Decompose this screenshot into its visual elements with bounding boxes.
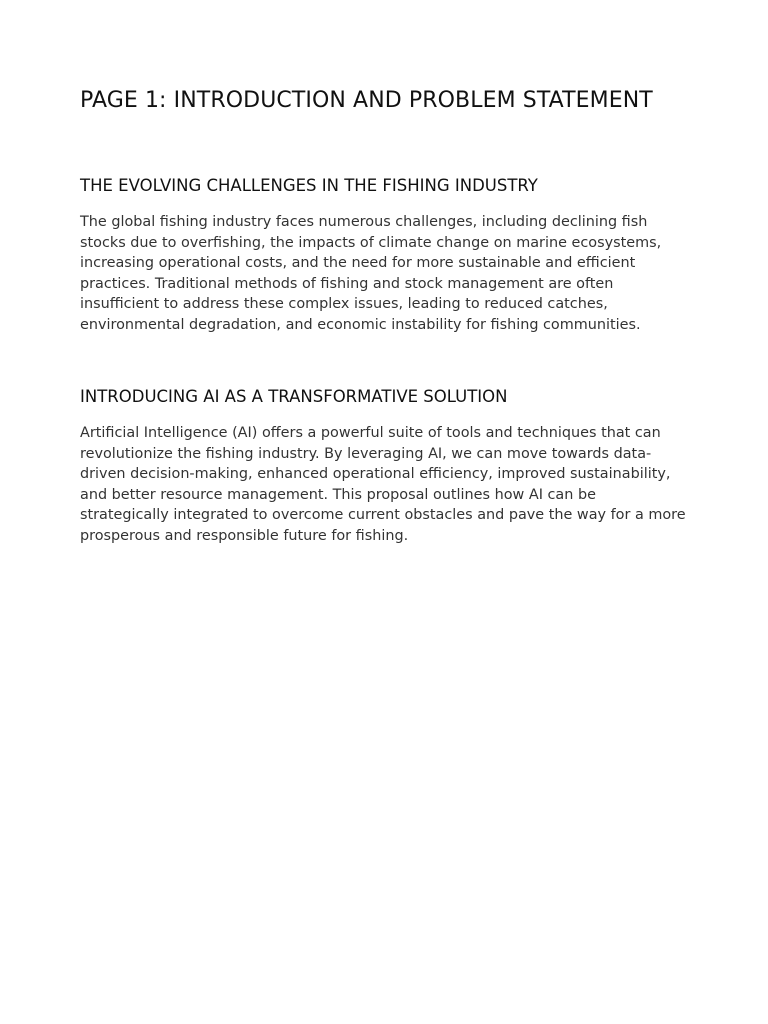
section-heading: INTRODUCING AI AS A TRANSFORMATIVE SOLUTION [80,387,508,406]
section-ai-solution [80,385,688,546]
section-fishing-challenges [80,174,688,335]
page-title: PAGE 1: INTRODUCTION AND PROBLEM STATEMENT [80,88,653,113]
section-paragraph: The global fishing industry faces numerous challenges, including declining fish stocks due to overfishing, the impacts of climate change on marine ecosystems, increasing operational costs, and the need for more sustainable and efficient practices. Traditional methods of fishing and stock management are often insufficient to address these complex issues, leading to reduced catches, environmental degradation, and economic instability for fishing communities. [80,214,662,333]
section-paragraph: Artificial Intelligence (AI) offers a powerful suite of tools and techniques that can revolutionize the fishing industry. By leveraging AI, we can move towards data-driven decision-making, enhanced operational efficiency, improved sustainability, and better resource management. This proposal outlines how AI can be strategically integrated to overcome current obstacles and pave the way for a more prosperous and responsible future for fishing. [80,425,686,544]
section-heading: THE EVOLVING CHALLENGES IN THE FISHING INDUSTRY [80,176,538,195]
